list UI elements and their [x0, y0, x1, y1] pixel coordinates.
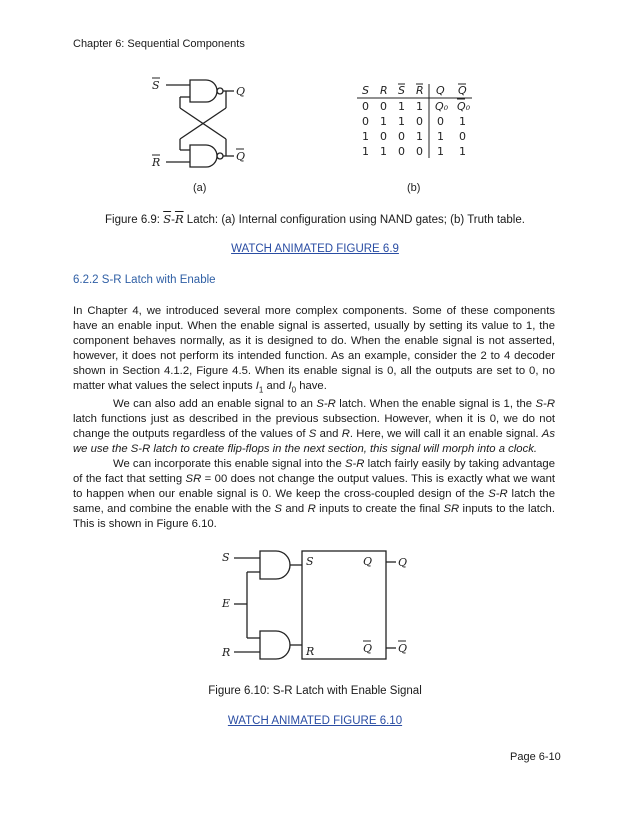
truth-table: [357, 84, 472, 158]
output-q-label: Q: [398, 556, 408, 569]
page-number: Page 6-10: [510, 751, 561, 763]
tt-header: S: [398, 84, 405, 97]
inverter-bubble-top: [217, 88, 223, 94]
paragraph-1: In Chapter 4, we introduced several more complex components. Some of these components have an enable input. When the enable signal is asserted, usually by setting its value to 1, the component behaves normally, as it is designed to do. When the enable signal is not asserted, however, it does not perform its intended function. As an example, consider the 2 to 4 decoder shown in Section 4.1.2, Figure 4.5. When its enable signal is 0, all the outputs are set to 0, no matter what values the select inputs $I_1$ and $I_0$ have.: [73, 305, 555, 395]
svg-text:1: 1: [398, 115, 405, 128]
input-e-label: E: [222, 597, 231, 610]
figure-6-9-caption: Figure 6.9: $\overline{S}-\overline{R}$ Latch: (a) Internal configuration using NAND gates; (b) Truth table.: [105, 212, 525, 226]
latch-q-bar-label: Q: [236, 150, 246, 163]
svg-text:0: 0: [416, 115, 423, 128]
section-heading: 6.2.2 S-R Latch with Enable: [73, 274, 216, 286]
box-r-label: R: [306, 645, 315, 658]
input-s-label: S: [222, 551, 230, 564]
svg-text:1: 1: [437, 130, 444, 143]
svg-text:0: 0: [398, 130, 405, 143]
svg-text:1: 1: [416, 130, 423, 143]
tt-row: [362, 99, 471, 113]
figure-6-10-caption: Figure 6.10: S-R Latch with Enable Signal: [208, 685, 422, 697]
svg-text:1: 1: [459, 145, 466, 158]
svg-text:0: 0: [362, 100, 369, 113]
tt-row: [362, 115, 466, 128]
paragraph-3: We can incorporate this enable signal into the S-R latch fairly easily by taking advantage of the fact that setting SR = 00 does not change the output values. This is exactly what we want to happen when our enable signal is 0. We keep the cross-coupled design of the S-R latch the same, and combine the enable with the S and R inputs to create the final SR inputs to the latch. This is shown in Figure 6.10.: [73, 458, 556, 531]
paragraph-2: We can also add an enable signal to an S-R latch. When the enable signal is 1, the S-R latch functions just as described in the previous subsection. However, when it is 0, we do not change the outputs regardless of the values of S and R. Here, we will call it an enable signal. As we use the S-R latch to create flip-flops in the next section, this signal will morph into a clock.: [73, 398, 555, 456]
tt-header: S: [362, 84, 369, 97]
svg-text:1: 1: [380, 145, 387, 158]
box-s-label: S: [306, 555, 314, 568]
svg-text:1: 1: [416, 100, 423, 113]
nand-gate-bottom: [190, 145, 217, 167]
box-q-label: Q: [363, 555, 373, 568]
svg-text:1: 1: [362, 145, 369, 158]
svg-text:1: 1: [459, 115, 466, 128]
nand-gate-top: [190, 80, 217, 102]
svg-text:1: 1: [380, 115, 387, 128]
box-q-bar-label: Q: [363, 642, 373, 655]
output-q-bar-label: Q: [398, 642, 408, 655]
inverter-bubble-bottom: [217, 153, 223, 159]
svg-text:0: 0: [437, 115, 444, 128]
input-r-label: R: [222, 646, 231, 659]
tt-row: [362, 145, 466, 158]
svg-text:0: 0: [459, 130, 466, 143]
sr-latch-box: [302, 551, 386, 659]
svg-text:0: 0: [380, 100, 387, 113]
watch-animated-figure-6-9-link[interactable]: WATCH ANIMATED FIGURE 6.9: [231, 243, 399, 255]
and-gate-top: [260, 551, 290, 579]
tt-header: Q: [458, 84, 467, 97]
latch-q-label: Q: [236, 85, 246, 98]
subfigure-b-label: (b): [407, 182, 421, 194]
watch-animated-figure-6-10-link[interactable]: WATCH ANIMATED FIGURE 6.10: [227, 715, 403, 727]
svg-text:0: 0: [380, 130, 387, 143]
latch-r-bar-label: R: [152, 156, 161, 169]
tt-header: R: [380, 84, 388, 97]
latch-s-bar-label: S: [152, 79, 160, 92]
svg-text:Q₀: Q₀: [457, 100, 471, 113]
tt-row: [362, 130, 466, 143]
page-header: Chapter 6: Sequential Components: [73, 38, 245, 50]
svg-text:0: 0: [362, 115, 369, 128]
tt-header: Q: [436, 84, 445, 97]
svg-text:1: 1: [437, 145, 444, 158]
and-gate-bottom: [260, 631, 290, 659]
svg-text:1: 1: [398, 100, 405, 113]
svg-text:Q₀: Q₀: [435, 100, 449, 113]
svg-text:0: 0: [416, 145, 423, 158]
svg-text:1: 1: [362, 130, 369, 143]
tt-header: R: [416, 84, 424, 97]
subfigure-a-label: (a): [193, 182, 207, 194]
body-text: [73, 304, 555, 532]
svg-text:0: 0: [398, 145, 405, 158]
